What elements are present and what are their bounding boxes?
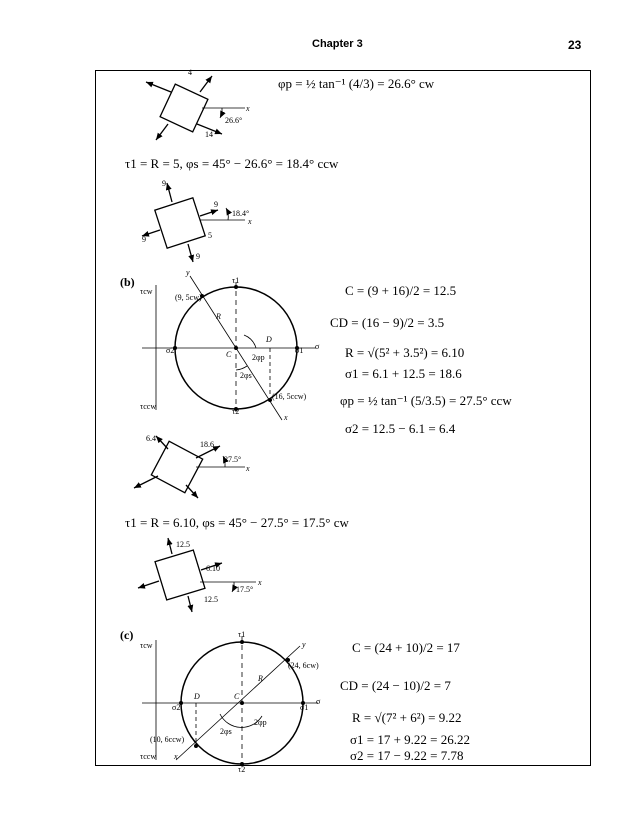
- el2-label-e: 9: [196, 252, 200, 261]
- stress-element-1: [146, 76, 245, 140]
- mohr-c-2phi-s: 2φs: [220, 727, 232, 736]
- mohr-c-sigma2: σ2: [172, 703, 181, 712]
- mohr-b-sigma-axis: σ: [315, 342, 320, 351]
- elb1-label-ang: 27.5°: [224, 455, 242, 464]
- mohr-b-sigma1: σ1: [295, 346, 304, 355]
- phi-p-equation-top: φp = ½ tan⁻¹ (4/3) = 26.6° cw: [278, 76, 435, 91]
- mohr-c-2phi-p: 2φp: [254, 718, 267, 727]
- el1-label-x: x: [246, 104, 250, 113]
- mohr-circle-c: [142, 636, 321, 768]
- eq-b-cd: CD = (16 − 9)/2 = 3.5: [330, 315, 445, 330]
- eq-b-radius: R = √(5² + 3.5²) = 6.10: [345, 345, 465, 360]
- mohr-c-tau-ccw: τccw: [140, 752, 157, 761]
- eq-c-sigma1: σ1 = 17 + 9.22 = 26.22: [350, 732, 471, 747]
- eq-b-center: C = (9 + 16)/2 = 12.5: [345, 283, 457, 298]
- el2-label-d: 9: [142, 235, 146, 244]
- mohr-b-2phi-p: 2φp: [252, 353, 265, 362]
- tau-equation-b: τ1 = R = 6.10, φs = 45° − 27.5° = 17.5° cw: [125, 515, 349, 530]
- mohr-b-d-label: D: [266, 335, 272, 344]
- elb2-label-ang: 17.5°: [236, 585, 254, 594]
- mohr-c-tau1: τ1: [238, 630, 246, 639]
- el1-label-v: 4: [188, 68, 192, 77]
- page-number: 23: [568, 38, 582, 52]
- mohr-b-point1: (9, 5cw): [175, 293, 202, 302]
- eq-b-sigma1: σ1 = 6.1 + 12.5 = 18.6: [345, 366, 462, 381]
- eq-c-radius: R = √(7² + 6²) = 9.22: [352, 710, 462, 725]
- mohr-b-tau-cw: τcw: [140, 287, 153, 296]
- elb2-label-x: x: [258, 578, 262, 587]
- mohr-b-tau2: τ2: [232, 407, 240, 416]
- elb2-label-a: 12.5: [176, 540, 190, 549]
- eq-b-sigma2: σ2 = 12.5 − 6.1 = 6.4: [345, 421, 456, 436]
- el2-label-b: 9: [214, 200, 218, 209]
- mohr-c-point2: (10, 6ccw): [150, 735, 185, 744]
- mohr-b-y: y: [186, 268, 190, 277]
- mohr-b-tau1: τ1: [232, 276, 240, 285]
- chapter-title: Chapter 3: [312, 38, 363, 50]
- elb2-label-b: 6.10: [206, 564, 220, 573]
- el2-label-a: 9: [162, 179, 166, 188]
- elb1-label-a: 6.4: [146, 434, 156, 443]
- mohr-b-tau-ccw: τccw: [140, 402, 157, 411]
- mohr-b-radius-label: R: [216, 312, 221, 321]
- part-b-label: (b): [120, 275, 135, 289]
- mohr-b-sigma2: σ2: [166, 346, 175, 355]
- eq-c-cd: CD = (24 − 10)/2 = 7: [340, 678, 451, 693]
- mohr-c-sigma-axis: σ: [316, 697, 321, 706]
- stress-element-b1: [134, 436, 245, 498]
- mohr-b-x: x: [284, 413, 288, 422]
- elb1-label-b: 18.6: [200, 440, 214, 449]
- mohr-c-c-label: C: [234, 692, 240, 701]
- mohr-b-2phi-s: 2φs: [240, 371, 252, 380]
- elb2-label-c: 12.5: [204, 595, 218, 604]
- mohr-b-point2: (16, 5ccw): [272, 392, 307, 401]
- eq-c-center: C = (24 + 10)/2 = 17: [352, 640, 460, 655]
- el1-label-ang: 26.6°: [225, 116, 243, 125]
- el1-label-h: 14: [205, 130, 213, 139]
- el2-label-c: 5: [208, 231, 212, 240]
- eq-c-sigma2: σ2 = 17 − 9.22 = 7.78: [350, 748, 464, 763]
- part-c-label: (c): [120, 628, 134, 642]
- mohr-c-sigma1: σ1: [300, 703, 309, 712]
- mohr-c-d-label: D: [194, 692, 200, 701]
- mohr-c-radius-label: R: [258, 674, 263, 683]
- el2-label-x: x: [248, 217, 252, 226]
- eq-b-phi-p: φp = ½ tan⁻¹ (5/3.5) = 27.5° ccw: [340, 393, 512, 408]
- mohr-c-x: x: [174, 752, 178, 761]
- mohr-c-y: y: [302, 640, 306, 649]
- stress-element-b2: [138, 538, 256, 612]
- mohr-c-tau-cw: τcw: [140, 641, 153, 650]
- mohr-b-c-label: C: [226, 350, 232, 359]
- el2-label-ang: 18.4°: [232, 209, 250, 218]
- stress-element-2: [142, 183, 245, 262]
- elb1-label-x: x: [246, 464, 250, 473]
- mohr-c-point1: (24, 6cw): [288, 661, 319, 670]
- tau-equation-top: τ1 = R = 5, φs = 45° − 26.6° = 18.4° ccw: [125, 156, 339, 171]
- mohr-c-tau2: τ2: [238, 765, 246, 774]
